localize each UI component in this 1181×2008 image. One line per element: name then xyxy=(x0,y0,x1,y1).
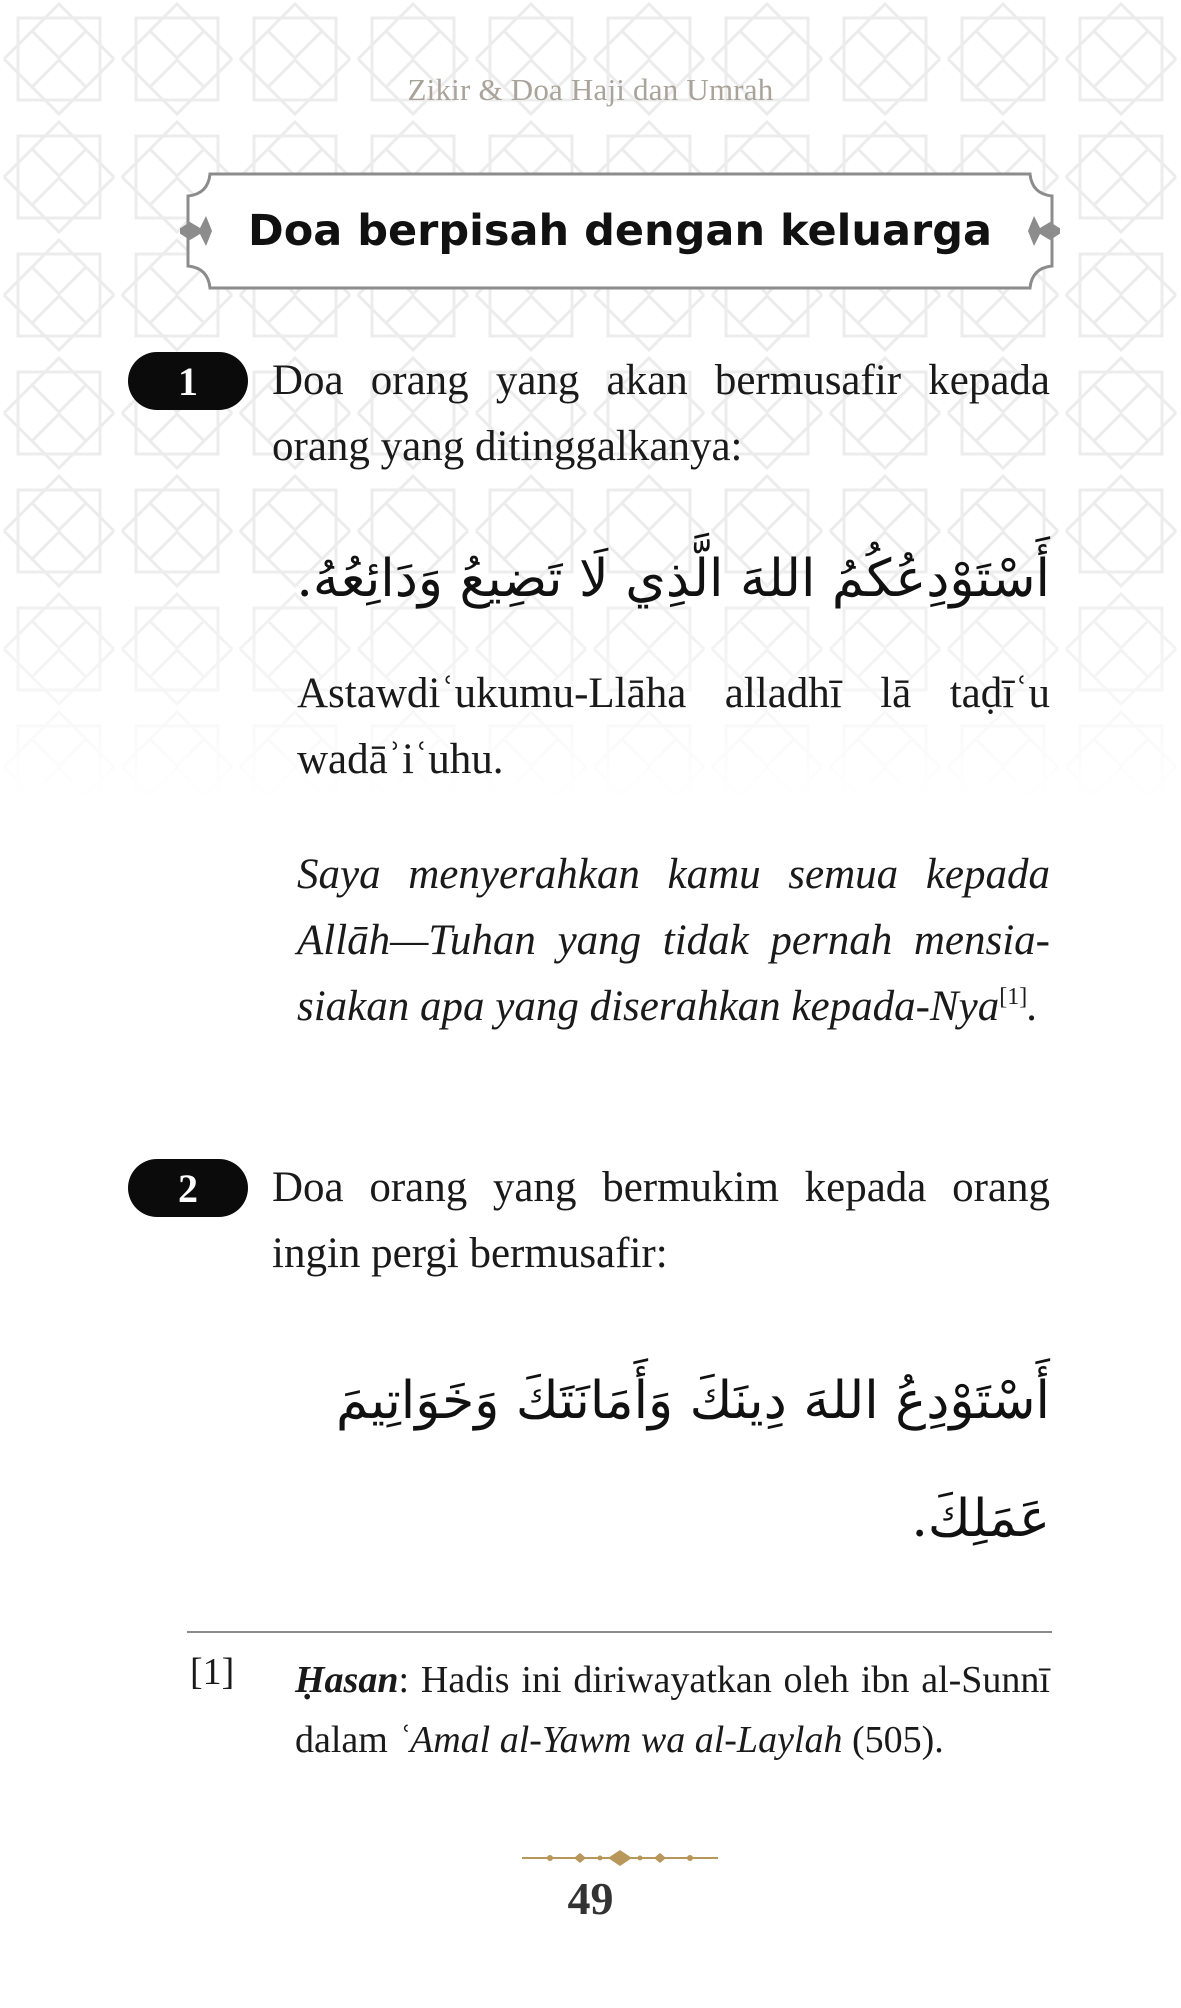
footnote-body-a: : Hadis ini diriwayatkan oleh ibn al-Sunnī dalam xyxy=(295,1659,1050,1761)
footnote-grade: Ḥasan xyxy=(295,1659,399,1701)
footnote-text xyxy=(295,1650,1050,1770)
footnote-separator xyxy=(187,1631,1052,1633)
running-head: Zikir & Doa Haji dan Umrah xyxy=(407,72,774,107)
footnote-marker: [1] xyxy=(190,1651,235,1693)
footnote-source: ʿAmal al-Yawm wa al-Laylah xyxy=(397,1719,843,1761)
item-number-badge: 2 xyxy=(128,1159,248,1217)
transliteration: Astawdiʿukumu-Llāha alladhī lā taḍīʿu wadāʾiʿuhu. xyxy=(297,670,1050,783)
item-heading: Doa orang yang akan bermusafir kepada orang yang ditinggalkanya: xyxy=(272,357,1050,470)
ornament-divider-icon xyxy=(520,1848,720,1868)
section-title: Doa berpisah dengan keluarga xyxy=(248,206,992,256)
arabic-text: أَسْتَوْدِعُكُمُ اللهَ الَّذِي لَا تَضِيعُ وَدَائِعُهُ. xyxy=(296,549,1050,609)
arabic-text: أَسْتَوْدِعُ اللهَ دِينَكَ وَأَمَانَتَكَ وَخَوَاتِيمَ xyxy=(336,1371,1050,1431)
section-title-frame xyxy=(180,170,1060,292)
footnote-ref[interactable]: [1] xyxy=(999,984,1028,1010)
item-heading: Doa orang yang bermukim kepada orang ingin pergi bermusafir: xyxy=(272,1164,1050,1277)
page-number: 49 xyxy=(567,1873,614,1924)
translation xyxy=(297,842,1050,1040)
translation-text: Saya menyerahkan kamu semua kepada Allāh—Tuhan yang tidak pernah mensia-siakan apa yang diserahkan kepada-Nya xyxy=(297,851,1050,1030)
translation-end: . xyxy=(1027,983,1038,1030)
item-number-badge: 1 xyxy=(128,352,248,410)
footnote-body-b: (505). xyxy=(842,1719,944,1761)
arabic-text: عَمَلِكَ. xyxy=(911,1489,1050,1549)
